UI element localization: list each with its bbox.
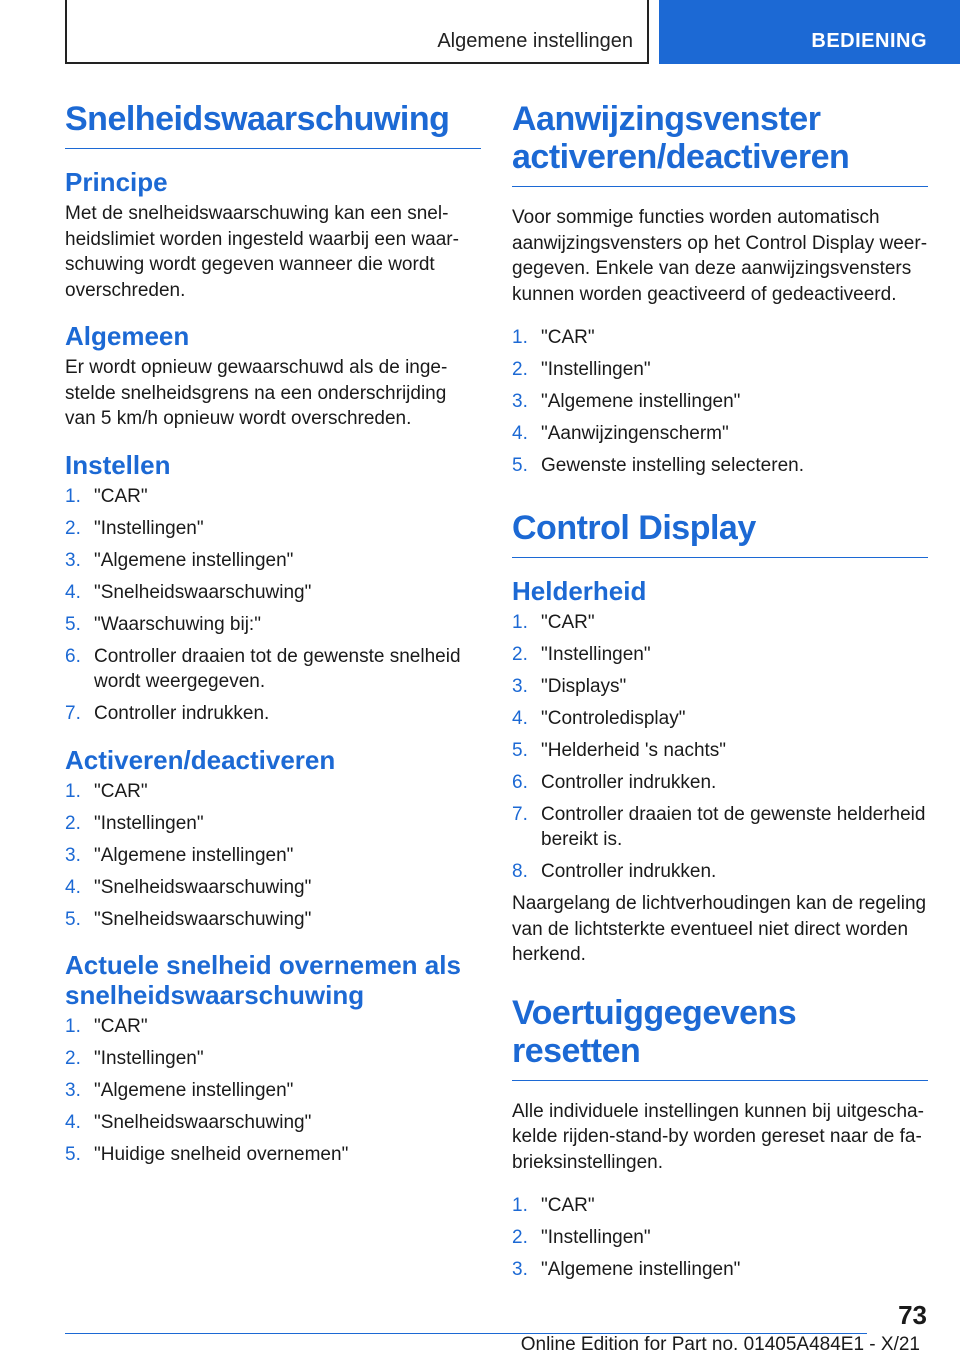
step-text: "Waarschuwing bij:" [94, 613, 261, 635]
list-item [512, 453, 928, 479]
text-voertuiggegevens: Alle individuele instellingen kunnen bij uitgeschakelde rijden-stand-by worden gereset naar de fabrieksinstellingen. [512, 1100, 924, 1173]
step-number: 3. [512, 1259, 528, 1280]
steps-activeren [65, 779, 481, 933]
list-item [65, 701, 481, 727]
step-text: "Snelheidswaarschuwing" [94, 581, 312, 603]
step-text: "CAR" [94, 485, 148, 507]
step-text: "Instellingen" [94, 517, 204, 539]
right-column [512, 100, 928, 1297]
steps-instellen [65, 484, 481, 727]
header-chapter-title: BEDIENING [811, 30, 927, 52]
left-column [65, 100, 481, 1182]
step-text: Gewenste instelling selecteren. [541, 455, 804, 476]
step-number: 4. [65, 1112, 81, 1133]
steps-aanwijzingsvenster [512, 325, 928, 479]
step-text: "Algemene instellingen" [94, 549, 294, 571]
step-number: 1. [512, 611, 528, 633]
step-number: 3. [512, 391, 528, 412]
step-number: 1. [512, 1195, 528, 1216]
step-number: 5. [512, 739, 528, 761]
header-section-title: Algemene instellingen [437, 30, 633, 52]
step-text: "Algemene instellingen" [94, 844, 294, 866]
step-text: Controller indrukken. [541, 771, 717, 793]
step-text: "Snelheidswaarschuwing" [94, 1112, 312, 1133]
heading-actuele-snelheid: Actuele snelheid overnemen als snelheidswaarschuwing [65, 950, 461, 1010]
list-item [512, 802, 928, 853]
list-item [512, 421, 928, 447]
step-number: 2. [512, 359, 528, 380]
step-text: "Algemene instellingen" [541, 1259, 741, 1280]
step-text: "Instellingen" [541, 1227, 651, 1248]
step-text: "Instellingen" [541, 359, 651, 380]
step-text: "Snelheidswaarschuwing" [94, 876, 312, 898]
heading-activeren: Activeren/deactiveren [65, 744, 336, 775]
step-text: "CAR" [94, 780, 148, 802]
list-item [65, 1142, 481, 1168]
steps-actuele-snelheid [65, 1014, 481, 1168]
step-number: 1. [65, 1016, 81, 1037]
step-text: "CAR" [541, 611, 595, 633]
title-voertuiggegevens: Voertuiggegevens resetten [512, 994, 928, 1081]
step-number: 7. [512, 803, 528, 825]
list-item [512, 859, 928, 885]
step-text: "CAR" [94, 1016, 148, 1037]
text-helderheid-note: Naargelang de lichtverhoudingen kan de regeling van de lichtsterkte eventueel niet direct worden herkend. [512, 893, 927, 965]
list-item [512, 738, 928, 764]
list-item [65, 580, 481, 606]
step-number: 6. [65, 645, 81, 667]
list-item [512, 1257, 928, 1283]
step-text: "Algemene instellingen" [541, 391, 741, 412]
step-number: 4. [65, 581, 81, 603]
list-item [65, 907, 481, 933]
step-number: 3. [65, 844, 81, 866]
step-text: "Huidige snelheid overnemen" [94, 1144, 349, 1165]
list-item [512, 389, 928, 415]
list-item [65, 843, 481, 869]
header-section-box [65, 0, 649, 64]
list-item [65, 612, 481, 638]
step-number: 8. [512, 861, 528, 882]
heading-algemeen: Algemeen [65, 321, 190, 351]
list-item [512, 357, 928, 383]
heading-helderheid: Helderheid [512, 575, 647, 606]
list-item [65, 779, 481, 805]
list-item [65, 548, 481, 574]
step-number: 4. [512, 707, 528, 729]
step-text: Controller draaien tot de gewenste helderheid bereikt is. [541, 803, 926, 850]
step-number: 2. [65, 812, 81, 834]
header-chapter-tab [659, 0, 960, 64]
text-principe: Met de snelheidswaarschuwing kan een snelheidslimiet worden ingesteld waarbij een waarschuwing wordt gegeven wanneer die wordt overschreden. [65, 203, 459, 301]
heading-principe: Principe [65, 167, 168, 197]
text-algemeen: Er wordt opnieuw gewaarschuwd als de ingestelde snelheidsgrens na een onderschrijding van 5 km/h opnieuw wordt overschreden. [65, 357, 448, 429]
step-text: Controller indrukken. [94, 703, 270, 724]
list-item [65, 1046, 481, 1072]
step-number: 6. [512, 771, 528, 793]
list-item [512, 674, 928, 700]
text-aanwijzingsvenster: Voor sommige functies worden automatisch aanwijzingsvensters op het Control Display weergegeven. Enkele van deze aanwijzingsvensters kunnen worden geactiveerd of gedeactiveerd. [512, 207, 928, 305]
step-text: "Instellingen" [94, 812, 204, 834]
title-snelheidswaarschuwing: Snelheidswaarschuwing [65, 100, 481, 149]
step-number: 1. [65, 485, 81, 507]
step-number: 7. [65, 703, 81, 724]
step-text: "Controledisplay" [541, 707, 686, 729]
step-text: "Helderheid 's nachts" [541, 739, 727, 761]
step-text: "Aanwijzingenscherm" [541, 423, 729, 444]
page-number: 73 [898, 1300, 927, 1330]
step-number: 2. [65, 517, 81, 539]
step-number: 4. [512, 423, 528, 444]
list-item [65, 1014, 481, 1040]
steps-voertuiggegevens [512, 1193, 928, 1283]
step-number: 4. [65, 876, 81, 898]
list-item [512, 610, 928, 636]
list-item [512, 1193, 928, 1219]
step-number: 1. [65, 780, 81, 802]
footer-edition: Online Edition for Part no. 01405A484E1 - X/21 [520, 1334, 920, 1355]
list-item [65, 516, 481, 542]
step-number: 5. [65, 908, 81, 930]
list-item [65, 644, 481, 695]
title-aanwijzingsvenster: Aanwijzingsvenster activeren/deactiveren [512, 100, 928, 187]
title-control-display: Control Display [512, 509, 928, 558]
step-number: 2. [65, 1048, 81, 1069]
step-number: 5. [512, 455, 528, 476]
list-item [65, 811, 481, 837]
step-number: 5. [65, 1144, 81, 1165]
step-text: "Instellingen" [541, 643, 651, 665]
step-number: 5. [65, 613, 81, 635]
steps-helderheid [512, 610, 928, 885]
step-text: "Snelheidswaarschuwing" [94, 908, 312, 930]
heading-instellen: Instellen [65, 449, 171, 480]
list-item [65, 484, 481, 510]
step-text: "Displays" [541, 675, 627, 697]
list-item [65, 1110, 481, 1136]
step-text: "CAR" [541, 1195, 595, 1216]
list-item [512, 325, 928, 351]
step-number: 2. [512, 643, 528, 665]
step-number: 3. [512, 675, 528, 697]
list-item [512, 642, 928, 668]
step-number: 2. [512, 1227, 528, 1248]
step-number: 1. [512, 327, 528, 348]
list-item [512, 1225, 928, 1251]
step-number: 3. [65, 1080, 81, 1101]
step-text: "Algemene instellingen" [94, 1080, 294, 1101]
list-item [65, 875, 481, 901]
step-text: Controller draaien tot de gewenste snelheid wordt weergegeven. [94, 645, 461, 692]
list-item [512, 770, 928, 796]
step-text: Controller indrukken. [541, 861, 717, 882]
step-text: "CAR" [541, 327, 595, 348]
step-number: 3. [65, 549, 81, 571]
list-item [512, 706, 928, 732]
list-item [65, 1078, 481, 1104]
step-text: "Instellingen" [94, 1048, 204, 1069]
